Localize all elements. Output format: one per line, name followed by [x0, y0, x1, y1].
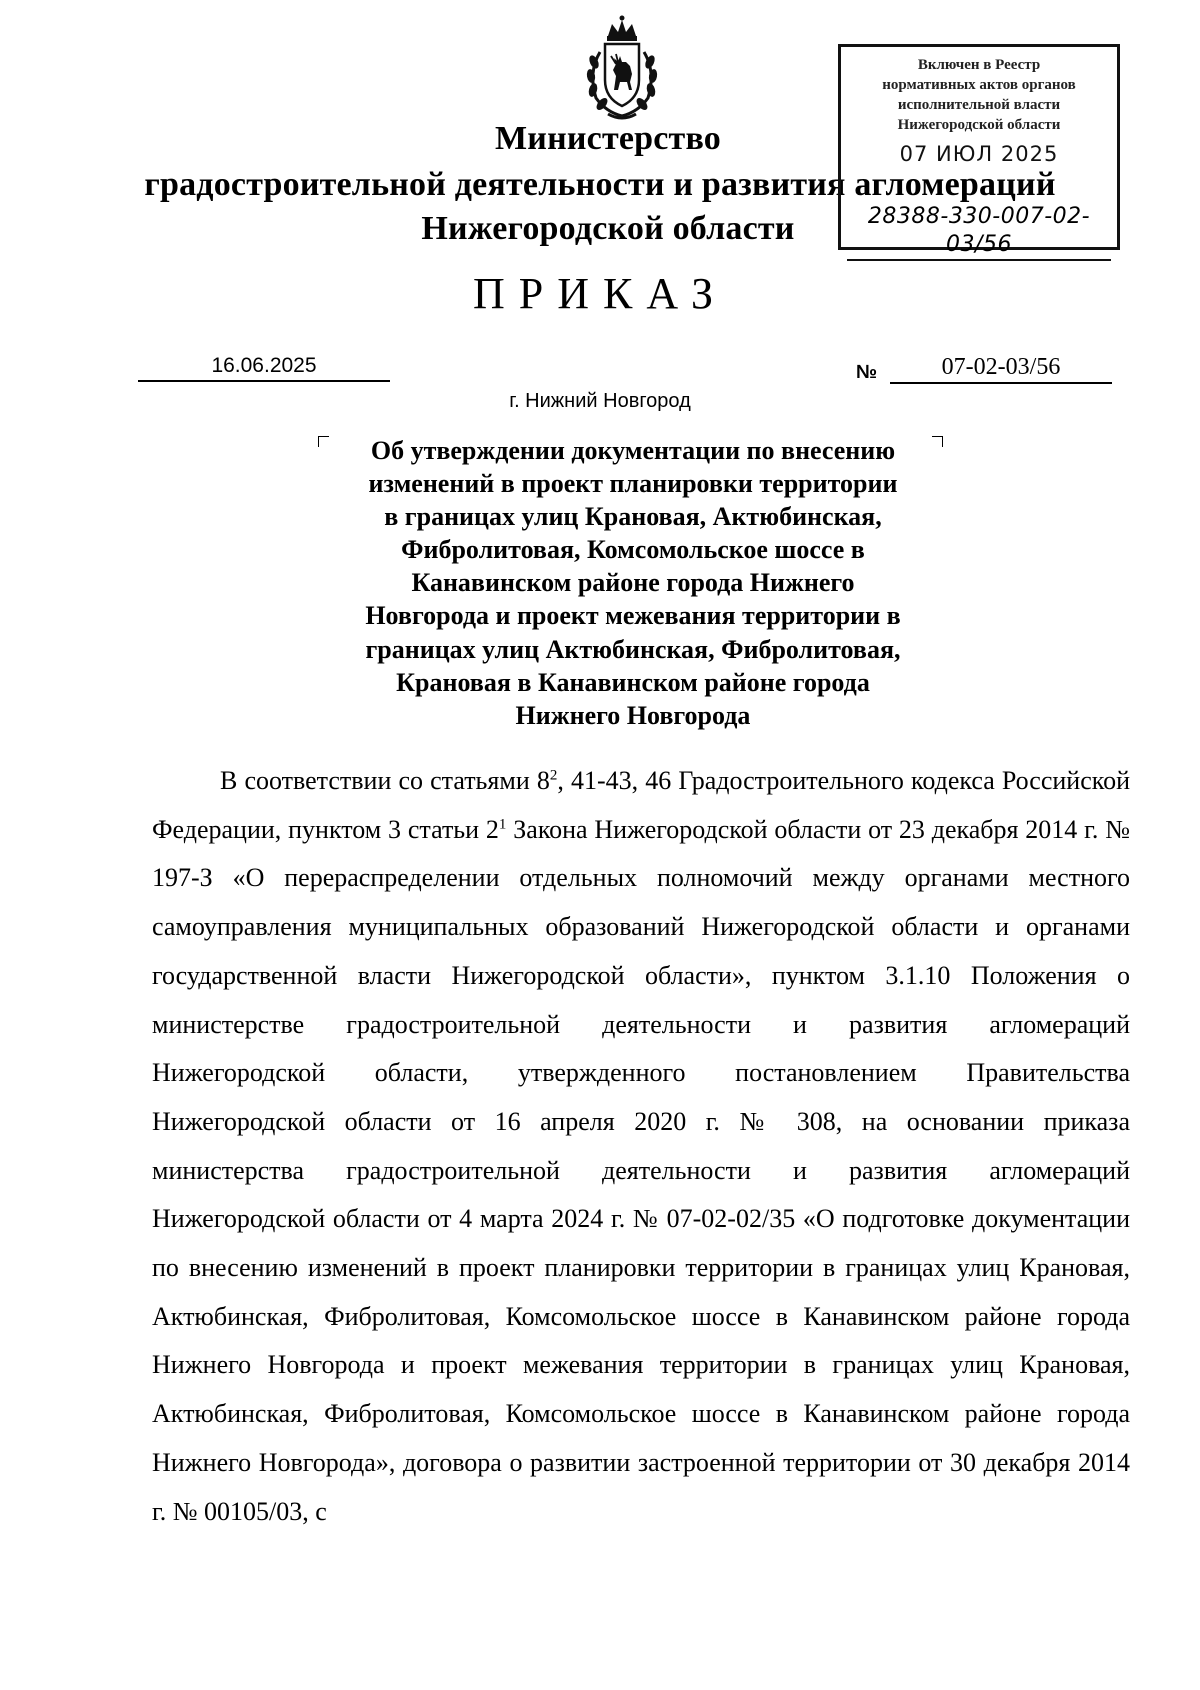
ministry-title: Министерство [495, 120, 721, 157]
subject-line: Крановая в Канавинском районе города [396, 667, 870, 697]
body-paragraph [152, 757, 1130, 1536]
subject-line: Об утверждении документации по внесению [370, 436, 896, 465]
stamp-line-4: Нижегородской области [897, 117, 1061, 133]
body-superscript: 2 [549, 767, 558, 784]
stamp-line-3: исполнительной власти [897, 97, 1061, 113]
stamp-date: 07 ИЮЛ 2025 [899, 142, 1059, 166]
body-text-part: Закона Нижегородской области от 23 декабря 2014 г. № 197-З «О перераспределении отдельных полномочий между органами местного самоуправления муниципальных образований Нижегородской области и органами государственной власти Нижегородской области», пунктом 3.1.10 Положения о министерстве градостроительной деятельности и развития агломераций Нижегородской области, утвержденного постановлением Правительства Нижегородской области от 16 апреля 2020 г. № 308, на основании приказа министерства градостроительной деятельности и развития агломераций Нижегородской области от 4 марта 2024 г. № 07-02-02/35 «О подготовке документации по внесению изменений в проект планировки территории в границах улиц Крановая, Актюбинская, Фибролитовая, Комсомольское шоссе в Канавинском районе города Нижнего Новгорода и проект межевания территории в границах улиц Крановая, Актюбинская, Фибролитовая, Комсомольское шоссе в Канавинском районе города Нижнего Новгорода», договора о развитии застроенной территории от 30 декабря 2014 г. № 00105/03, с [152, 814, 1131, 1526]
document-subject [330, 434, 936, 732]
subject-line: изменений в проект планировки территории [368, 469, 898, 499]
document-number: 07-02-03/56 [890, 352, 1112, 384]
body-superscript: 1 [498, 816, 507, 833]
registry-stamp [838, 44, 1120, 257]
subject-line: границах улиц Актюбинская, Фибролитовая, [365, 634, 901, 664]
document-type: ПРИКАЗ [472, 269, 728, 318]
document-number-label: № [856, 362, 878, 383]
subject-line: Фибролитовая, Комсомольское шоссе в [401, 535, 865, 565]
document-city: г. Нижний Новгород [509, 390, 691, 412]
subject-line: в границах улиц Крановая, Актюбинская, [384, 502, 882, 532]
subject-line: Нижнего Новгорода [515, 700, 751, 730]
stamp-registration-number: 28388-330-007-02-03/56 [847, 203, 1111, 261]
body-text-part: В соответствии со статьями 8 [220, 766, 550, 795]
subject-line: Новгорода и проект межевания территории в [365, 601, 901, 631]
ministry-region: Нижегородской области [421, 210, 795, 247]
body-text-part: , 41-43, 46 Градостроительного кодекса Российской Федерации, пунктом 3 статьи 2 [152, 766, 1130, 844]
subject-corner-bracket-left [318, 436, 329, 447]
document-date: 16.06.2025 [138, 352, 390, 382]
ministry-subtitle: градостроительной деятельности и развития агломераций [144, 166, 1056, 203]
stamp-line-2: нормативных актов органов [882, 77, 1076, 93]
nizhny-novgorod-coat-of-arms-icon [578, 14, 666, 122]
subject-line: Канавинском районе города Нижнего [411, 568, 855, 598]
stamp-line-1: Включен в Реестр [917, 57, 1041, 73]
